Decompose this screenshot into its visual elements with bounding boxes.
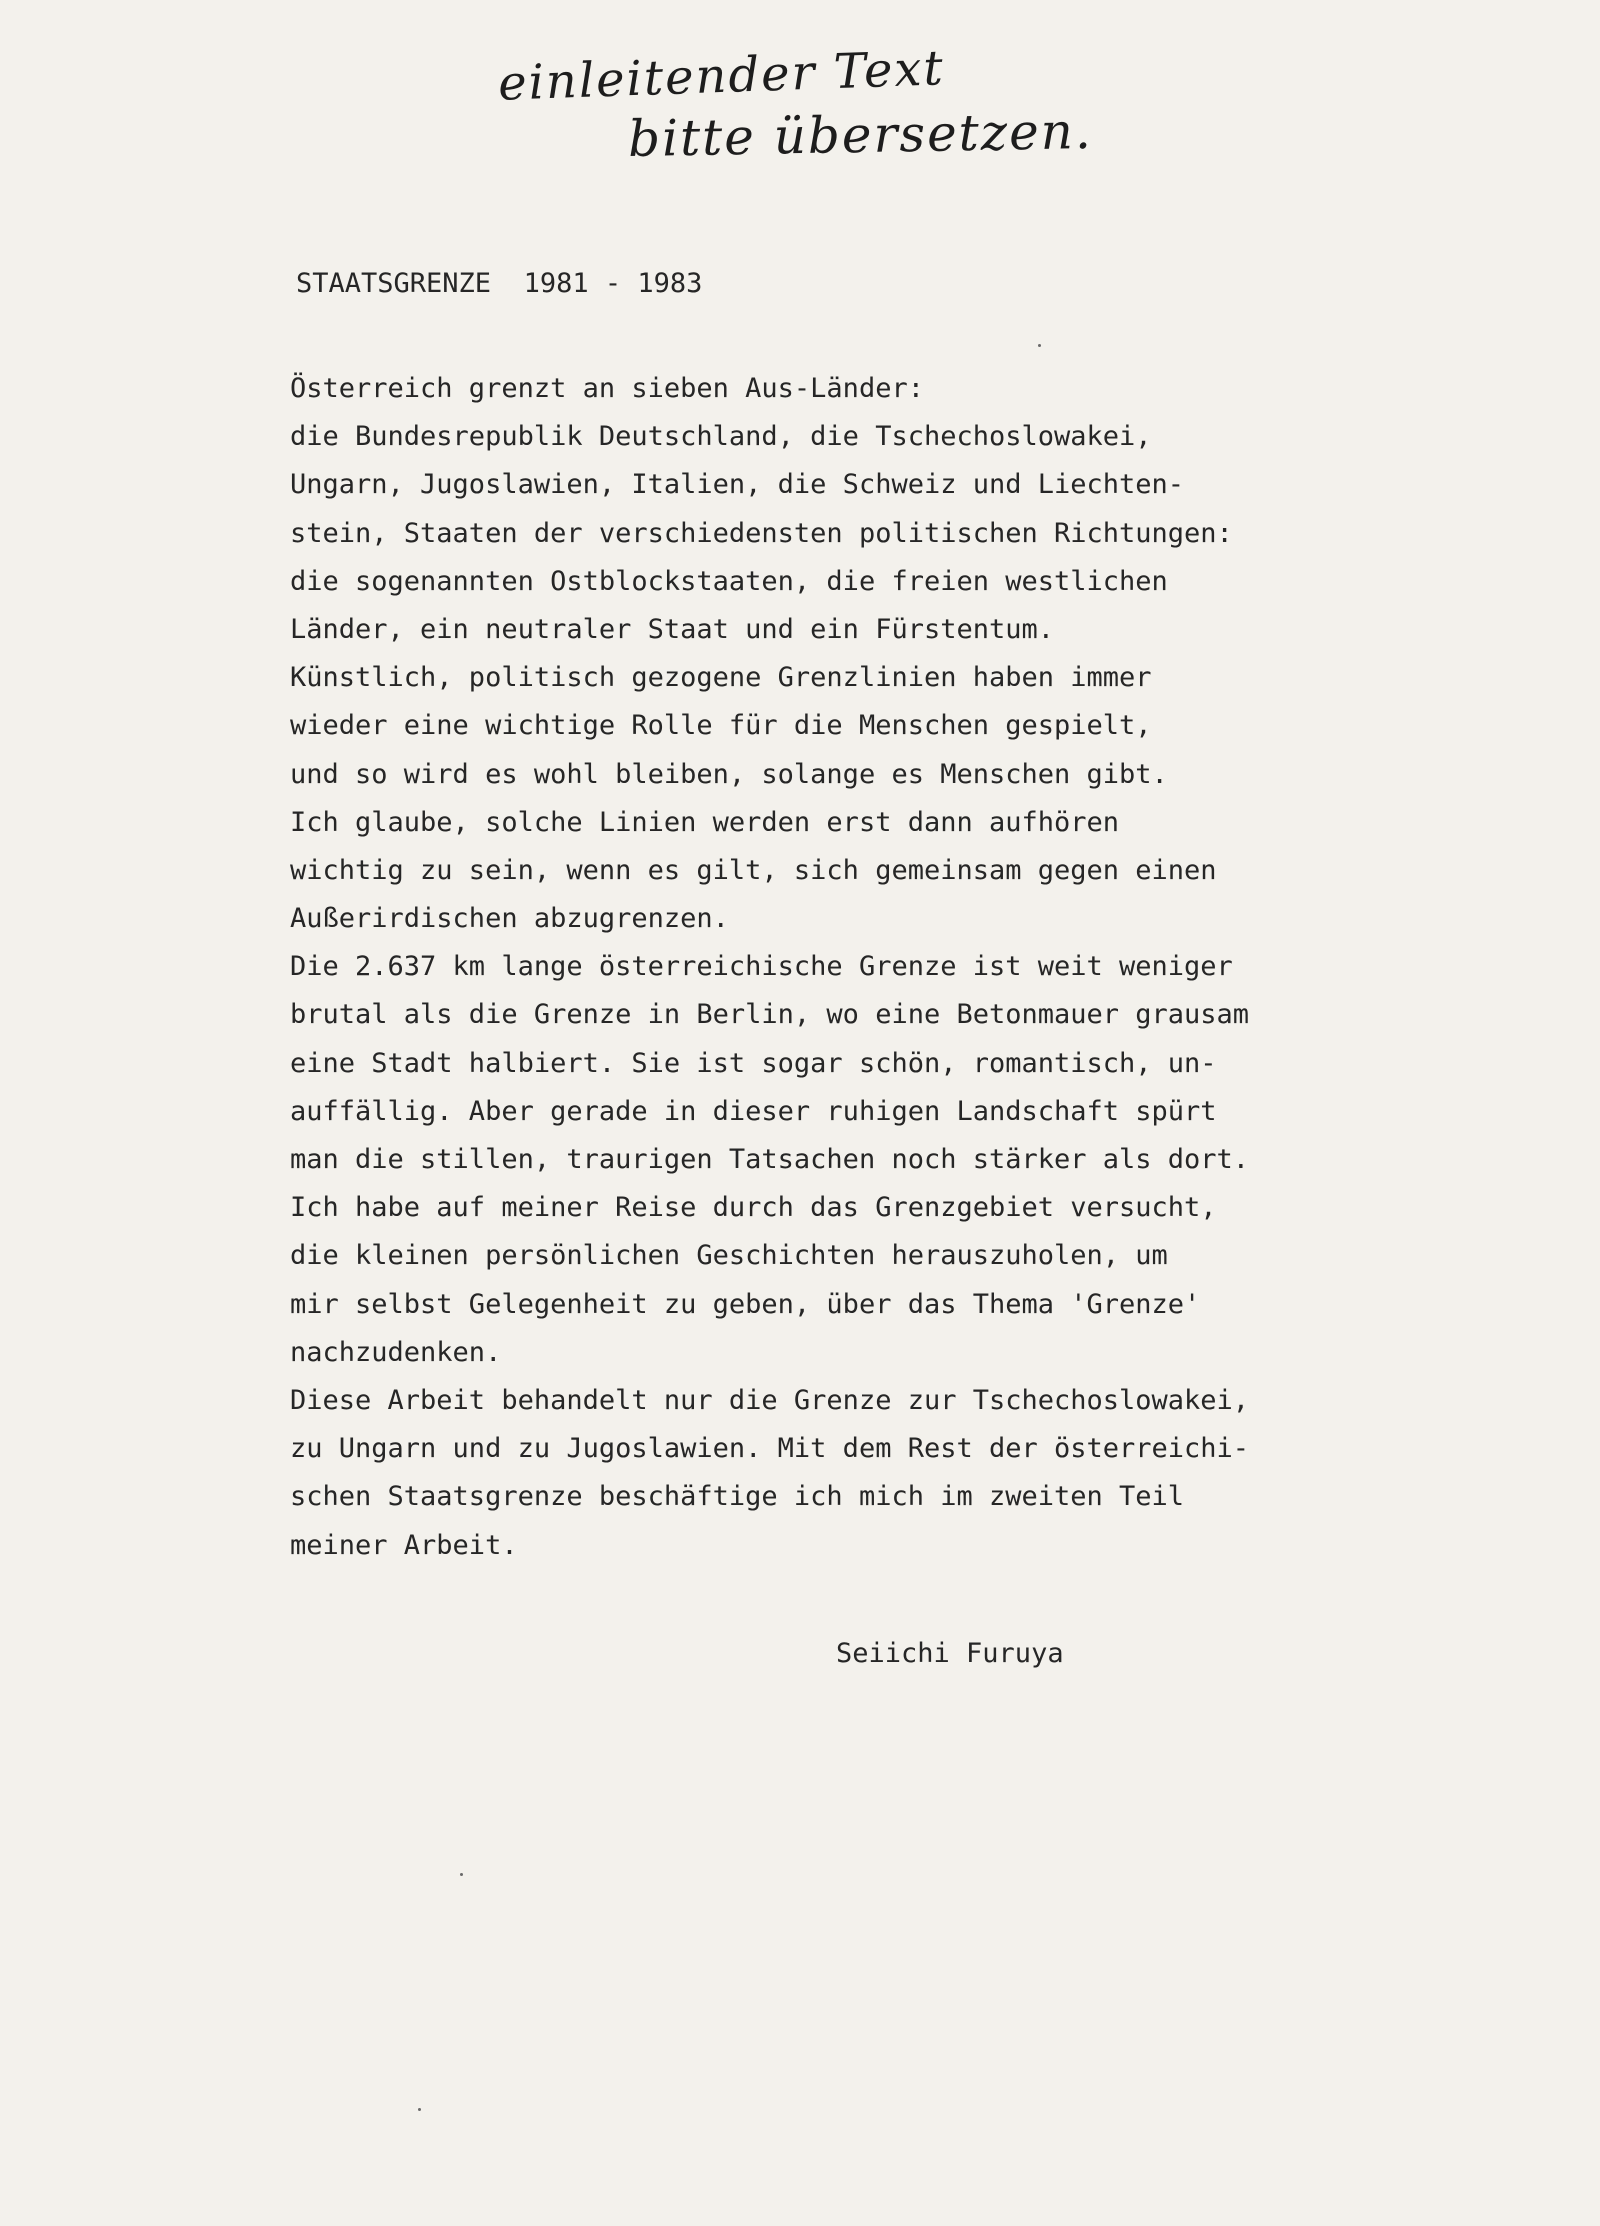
text-line: Österreich grenzt an sieben Aus-Länder: (290, 373, 924, 404)
text-line: man die stillen, traurigen Tatsachen noch stärker als dort. (290, 1144, 1250, 1175)
text-line: auffällig. Aber gerade in dieser ruhigen Landschaft spürt (290, 1095, 1217, 1127)
signature: Seiichi Furuya (836, 1638, 1064, 1669)
text-line: Ungarn, Jugoslawien, Italien, die Schweiz und Liechten- (290, 469, 1185, 501)
text-line: die Bundesrepublik Deutschland, die Tschechoslowakei, (290, 421, 1152, 453)
paper-speck (460, 1873, 463, 1876)
text-line: Außerirdischen abzugrenzen. (290, 903, 729, 935)
text-line: schen Staatsgrenze beschäftige ich mich im zweiten Teil (290, 1481, 1185, 1513)
text-line: wieder eine wichtige Rolle für die Menschen gespielt, (290, 710, 1152, 742)
body-text (290, 365, 1249, 1570)
document-heading: STAATSGRENZE 1981 - 1983 (296, 268, 703, 299)
text-line: zu Ungarn und zu Jugoslawien. Mit dem Rest der österreichi- (290, 1433, 1250, 1465)
text-line: die sogenannten Ostblockstaaten, die freien westlichen (290, 565, 1168, 597)
text-line: eine Stadt halbiert. Sie ist sogar schön, romantisch, un- (290, 1047, 1217, 1079)
paper-speck (418, 2108, 421, 2111)
handwritten-note-line-1: einleitender Text (497, 40, 946, 112)
text-line: Künstlich, politisch gezogene Grenzlinien haben immer (290, 662, 1152, 694)
text-line: Die 2.637 km lange österreichische Grenze ist weit weniger (290, 951, 1233, 983)
text-line: Ich glaube, solche Linien werden erst dann aufhören (290, 806, 1120, 838)
text-line: brutal als die Grenze in Berlin, wo eine Betonmauer grausam (290, 999, 1250, 1031)
text-line: meiner Arbeit. (290, 1529, 518, 1561)
text-line: mir selbst Gelegenheit zu geben, über das Thema 'Grenze' (290, 1288, 1201, 1320)
handwritten-note-line-2: bitte übersetzen. (627, 101, 1094, 169)
text-line: die kleinen persönlichen Geschichten herauszuholen, um (290, 1240, 1168, 1272)
text-line: stein, Staaten der verschiedensten politischen Richtungen: (290, 517, 1233, 549)
text-line: Länder, ein neutraler Staat und ein Fürstentum. (290, 613, 1055, 645)
paper-speck (1038, 344, 1041, 347)
text-line: wichtig zu sein, wenn es gilt, sich gemeinsam gegen einen (290, 854, 1217, 886)
text-line: und so wird es wohl bleiben, solange es Menschen gibt. (290, 758, 1168, 790)
text-line: Ich habe auf meiner Reise durch das Grenzgebiet versucht, (290, 1192, 1217, 1224)
text-line: Diese Arbeit behandelt nur die Grenze zur Tschechoslowakei, (290, 1384, 1250, 1416)
text-line: nachzudenken. (290, 1336, 502, 1368)
